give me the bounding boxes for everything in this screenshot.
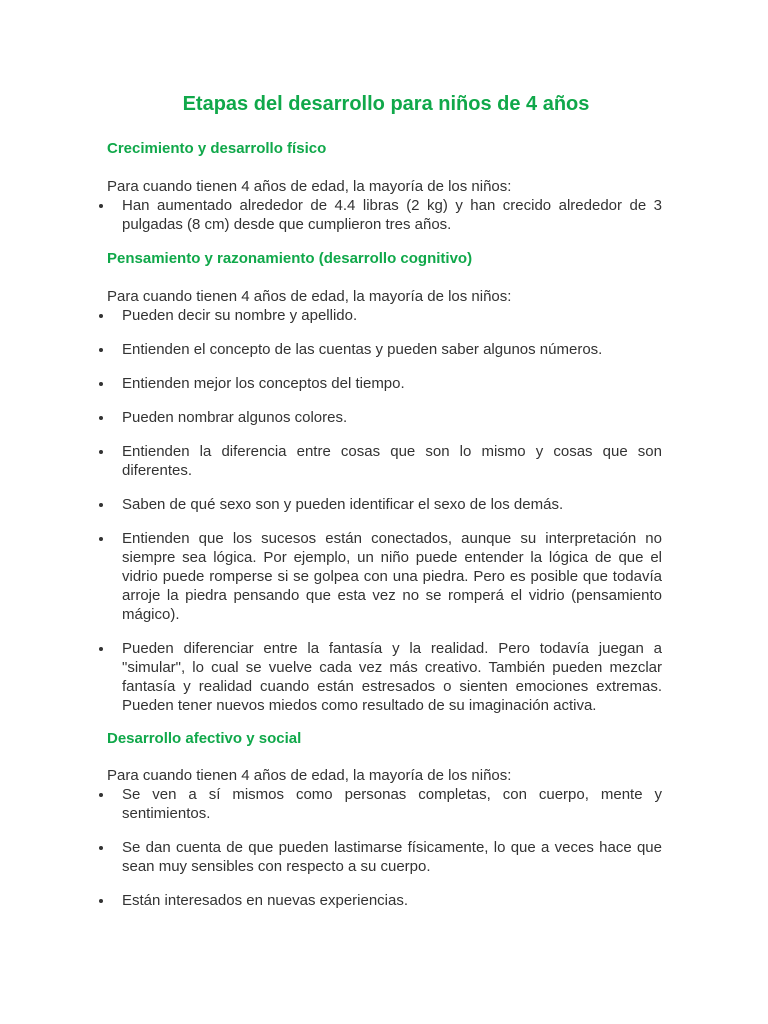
bullet-dot-icon [99, 793, 103, 797]
section-heading: Crecimiento y desarrollo físico [107, 140, 327, 157]
bullet-dot-icon [99, 503, 103, 507]
list-item [96, 639, 662, 715]
list-item [96, 495, 662, 514]
bullet-list [96, 306, 662, 715]
bullet-list [96, 196, 662, 234]
list-item-text: Pueden nombrar algunos colores. [122, 409, 348, 426]
list-item [96, 408, 662, 427]
bullet-dot-icon [99, 348, 103, 352]
bullet-dot-icon [99, 382, 103, 386]
list-item-text: Están interesados en nuevas experiencias. [122, 892, 409, 909]
list-item-text: Pueden diferenciar entre la fantasía y la realidad. Pero todavía juegan a "simular", lo cual se vuelve cada vez más creativo. También pueden mezclar fantasía y realidad cuando están estresados o sienten emociones extremas. Pueden tener nuevos miedos como resultado de su imaginación activa. [122, 640, 662, 714]
bullet-dot-icon [99, 647, 103, 651]
section-physical-growth [106, 139, 662, 234]
list-item-text: Entienden que los sucesos están conectados, aunque su interpretación no siempre sea lógica. Por ejemplo, un niño puede entender la lógica de que el vidrio puede romperse si se golpea con una piedra. Pero es posible que todavía arroje la piedra pensando que esta vez no se romperá el vidrio (pensamiento mágico). [122, 530, 662, 623]
bullet-list [96, 785, 662, 910]
section-heading: Desarrollo afectivo y social [107, 730, 302, 747]
list-item [96, 196, 662, 234]
section-intro: Para cuando tienen 4 años de edad, la mayoría de los niños: [107, 288, 512, 305]
list-item [96, 529, 662, 624]
list-item-text: Saben de qué sexo son y pueden identificar el sexo de los demás. [122, 496, 564, 513]
list-item-text: Entienden el concepto de las cuentas y pueden saber algunos números. [122, 341, 603, 358]
section-social-emotional [106, 729, 662, 910]
section-heading: Pensamiento y razonamiento (desarrollo cognitivo) [107, 250, 473, 267]
list-item [96, 442, 662, 480]
list-item [96, 374, 662, 393]
list-item-text: Entienden mejor los conceptos del tiempo. [122, 375, 405, 392]
bullet-dot-icon [99, 204, 103, 208]
list-item [96, 340, 662, 359]
section-intro: Para cuando tienen 4 años de edad, la mayoría de los niños: [107, 178, 512, 195]
bullet-dot-icon [99, 450, 103, 454]
list-item [96, 838, 662, 876]
bullet-dot-icon [99, 416, 103, 420]
bullet-dot-icon [99, 846, 103, 850]
bullet-dot-icon [99, 899, 103, 903]
list-item-text: Se ven a sí mismos como personas completas, con cuerpo, mente y sentimientos. [122, 786, 662, 822]
list-item [96, 785, 662, 823]
list-item-text: Pueden decir su nombre y apellido. [122, 307, 358, 324]
list-item-text: Entienden la diferencia entre cosas que son lo mismo y cosas que son diferentes. [122, 443, 662, 479]
list-item-text: Han aumentado alrededor de 4.4 libras (2 kg) y han crecido alrededor de 3 pulgadas (8 cm) desde que cumplieron tres años. [122, 197, 662, 233]
section-cognitive-development [106, 249, 662, 715]
section-intro: Para cuando tienen 4 años de edad, la mayoría de los niños: [107, 767, 512, 784]
document-title: Etapas del desarrollo para niños de 4 años [182, 93, 590, 115]
list-item [96, 891, 662, 910]
bullet-dot-icon [99, 537, 103, 541]
list-item-text: Se dan cuenta de que pueden lastimarse físicamente, lo que a veces hace que sean muy sensibles con respecto a su cuerpo. [122, 839, 662, 875]
list-item [96, 306, 662, 325]
bullet-dot-icon [99, 314, 103, 318]
